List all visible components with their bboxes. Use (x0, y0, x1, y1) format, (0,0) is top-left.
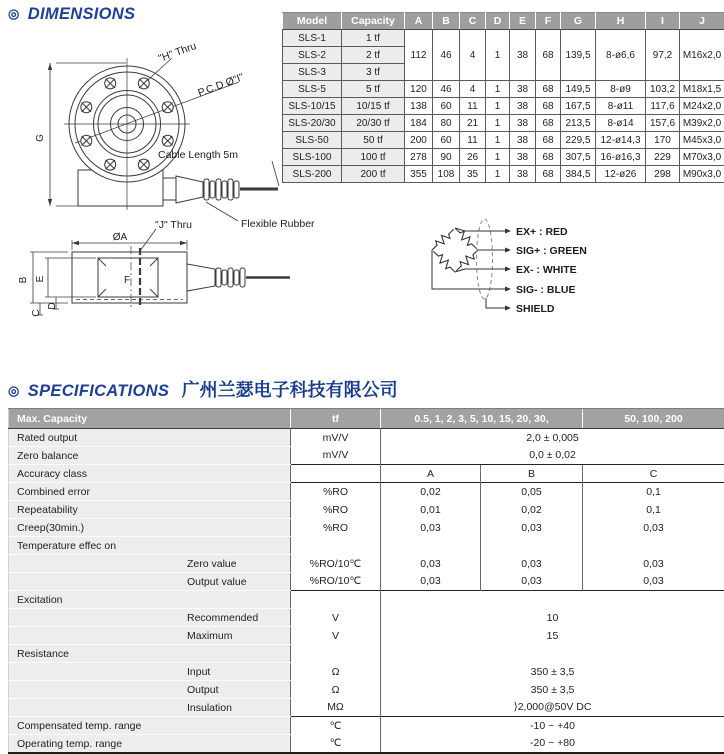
table-cell: 1 tf (342, 30, 405, 47)
table-row (9, 483, 724, 501)
table-cell: M45x3,0 (680, 132, 724, 149)
specifications-table (8, 408, 724, 754)
table-cell: V (291, 627, 381, 645)
table-cell: 0,03 (481, 555, 583, 573)
column-header: C (460, 13, 486, 30)
table-cell (481, 537, 583, 555)
header-row (283, 13, 724, 30)
table-cell: 4 (460, 81, 486, 98)
wire-label-ex-plus: EX+ : RED (516, 226, 568, 238)
table-cell: 50, 100, 200 (583, 409, 724, 429)
table-cell: 38 (510, 166, 536, 183)
table-cell: 1 (486, 132, 510, 149)
flexible-rubber-label: Flexible Rubber (241, 218, 315, 230)
section-view (30, 229, 290, 315)
flexible-rubber-boot-2 (216, 268, 245, 287)
table-cell: 139,5 (561, 30, 596, 81)
table-cell: 170 (646, 132, 680, 149)
table-cell: 68 (536, 149, 561, 166)
dim-a-label: ØA (112, 232, 128, 243)
table-row (9, 645, 724, 663)
table-cell: Operating temp. range (9, 735, 291, 754)
table-cell: 11 (460, 98, 486, 115)
table-cell: 229 (646, 149, 680, 166)
table-cell: 103,2 (646, 81, 680, 98)
table-cell: %RO (291, 483, 381, 501)
table-cell: 184 (405, 115, 433, 132)
table-cell: %RO (291, 519, 381, 537)
table-cell: 0.5, 1, 2, 3, 5, 10, 15, 20, 30, (381, 409, 583, 429)
table-row (9, 447, 724, 465)
table-cell: Zero value (9, 555, 291, 573)
table-row (9, 717, 724, 735)
table-cell: 68 (536, 115, 561, 132)
table-cell: 1 (486, 98, 510, 115)
table-cell: -10 ~ +40 (381, 717, 724, 735)
table-cell: 80 (433, 115, 460, 132)
table-cell: M18x1,5 (680, 81, 724, 98)
table-cell: 350 ± 3,5 (381, 681, 724, 699)
table-row (283, 81, 724, 98)
table-cell: M90x3,0 (680, 166, 724, 183)
table-cell: Recommended (9, 609, 291, 627)
table-cell: Output value (9, 573, 291, 591)
table-cell: 278 (405, 149, 433, 166)
table-row (9, 609, 724, 627)
dim-b-label: B (18, 276, 29, 284)
table-cell: 38 (510, 149, 536, 166)
table-cell: ℃ (291, 717, 381, 735)
table-row (9, 555, 724, 573)
section-bullet-icon: ◎ (8, 6, 20, 21)
table-row (9, 465, 724, 483)
table-row (283, 166, 724, 183)
table-cell: 0,02 (481, 501, 583, 519)
section-bullet-icon: ◎ (8, 383, 20, 398)
table-cell: 117,6 (646, 98, 680, 115)
table-row (9, 681, 724, 699)
table-row (283, 98, 724, 115)
table-cell: 21 (460, 115, 486, 132)
table-cell: 8-ø9 (596, 81, 646, 98)
table-cell: SLS-5 (283, 81, 342, 98)
table-cell: mV/V (291, 447, 381, 465)
table-cell: 60 (433, 132, 460, 149)
table-cell: M16x2,0 (680, 30, 724, 81)
table-cell: SLS-20/30 (283, 115, 342, 132)
table-cell: 1 (486, 166, 510, 183)
table-row (9, 429, 724, 447)
wiring-diagram (429, 219, 511, 311)
table-cell: 15 (381, 627, 724, 645)
table-cell: SLS-10/15 (283, 98, 342, 115)
table-cell: 0,05 (481, 483, 583, 501)
table-row (9, 663, 724, 681)
table-cell: M39x2,0 (680, 115, 724, 132)
table-cell: V (291, 609, 381, 627)
table-cell: 68 (536, 166, 561, 183)
table-cell: 35 (460, 166, 486, 183)
table-cell: 8-ø11 (596, 98, 646, 115)
table-cell: Ω (291, 663, 381, 681)
table-cell: Combined error (9, 483, 291, 501)
table-cell: 68 (536, 30, 561, 81)
table-cell: 0,03 (481, 519, 583, 537)
table-cell: M70x3,0 (680, 149, 724, 166)
dim-f-label: F (124, 275, 131, 286)
table-cell: 213,5 (561, 115, 596, 132)
table-cell: 384,5 (561, 166, 596, 183)
table-cell: 0,03 (381, 519, 481, 537)
table-cell: MΩ (291, 699, 381, 717)
table-cell: 112 (405, 30, 433, 81)
table-cell: Creep(30min.) (9, 519, 291, 537)
table-cell: Excitation (9, 591, 291, 609)
table-cell: 0,03 (583, 573, 724, 591)
table-cell: 0,03 (481, 573, 583, 591)
table-cell: 200 tf (342, 166, 405, 183)
table-cell: 1 (486, 115, 510, 132)
table-cell: SLS-2 (283, 47, 342, 64)
column-header: F (536, 13, 561, 30)
table-row (9, 735, 724, 754)
table-cell: Max. Capacity (9, 409, 291, 429)
table-cell: 1 (486, 81, 510, 98)
table-cell: 38 (510, 98, 536, 115)
table-cell: Resistance (9, 645, 291, 663)
column-header: J (680, 13, 724, 30)
column-header: G (561, 13, 596, 30)
table-cell: 60 (433, 98, 460, 115)
table-cell: 26 (460, 149, 486, 166)
column-header: D (486, 13, 510, 30)
column-header: H (596, 13, 646, 30)
table-cell: 97,2 (646, 30, 680, 81)
table-cell: 38 (510, 132, 536, 149)
table-cell: 12-ø14,3 (596, 132, 646, 149)
table-cell: 355 (405, 166, 433, 183)
table-cell: 1 (486, 149, 510, 166)
table-cell: 16-ø16,3 (596, 149, 646, 166)
table-cell: 100 tf (342, 149, 405, 166)
table-cell: 3 tf (342, 64, 405, 81)
table-cell: SLS-3 (283, 64, 342, 81)
table-cell: 12-ø26 (596, 166, 646, 183)
bridge-circuit (429, 225, 481, 275)
wire-label-sig-minus: SIG- : BLUE (516, 284, 576, 296)
table-cell (583, 537, 724, 555)
table-cell: 0,03 (381, 555, 481, 573)
table-cell: 307,5 (561, 149, 596, 166)
table-cell (291, 465, 381, 483)
column-header: I (646, 13, 680, 30)
table-cell: 0,02 (381, 483, 481, 501)
wire-arrows (505, 229, 511, 311)
table-row (283, 132, 724, 149)
table-cell: Insulation (9, 699, 291, 717)
table-row (9, 537, 724, 555)
table-cell: ℃ (291, 735, 381, 754)
wire-label-shield: SHIELD (516, 303, 555, 315)
flexible-rubber-leader (206, 202, 238, 221)
table-cell: B (481, 465, 583, 483)
table-row (283, 149, 724, 166)
table-cell: Temperature effec on (9, 537, 291, 555)
table-cell: 229,5 (561, 132, 596, 149)
table-cell: 149,5 (561, 81, 596, 98)
table-cell: Output (9, 681, 291, 699)
table-cell: 0,1 (583, 501, 724, 519)
table-row (283, 115, 724, 132)
table-cell: 38 (510, 115, 536, 132)
table-cell: 46 (433, 81, 460, 98)
dim-c-label: C (31, 309, 42, 317)
table-cell: %RO/10℃ (291, 573, 381, 591)
table-cell: Ω (291, 681, 381, 699)
table-cell: ⟩2,000@50V DC (381, 699, 724, 717)
column-header: B (433, 13, 460, 30)
table-cell: 350 ± 3,5 (381, 663, 724, 681)
table-cell: 46 (433, 30, 460, 81)
table-cell: Zero balance (9, 447, 291, 465)
table-cell (381, 645, 724, 663)
table-cell: 68 (536, 98, 561, 115)
table-row (9, 573, 724, 591)
table-cell: 0,0 ± 0,02 (381, 447, 724, 465)
table-cell: 38 (510, 81, 536, 98)
dimensions-title: DIMENSIONS (27, 5, 136, 23)
table-cell: 10/15 tf (342, 98, 405, 115)
table-cell: 120 (405, 81, 433, 98)
j-thru-leader (140, 229, 156, 251)
table-row (9, 591, 724, 609)
table-row (9, 519, 724, 537)
company-name: 广州兰瑟电子科技有限公司 (181, 380, 398, 400)
table-cell: 0,1 (583, 483, 724, 501)
table-cell: C (583, 465, 724, 483)
table-cell: 4 (460, 30, 486, 81)
table-row (9, 501, 724, 519)
column-header: Capacity (342, 13, 405, 30)
table-cell (291, 645, 381, 663)
table-cell: 298 (646, 166, 680, 183)
table-row (283, 30, 724, 47)
specifications-section-title (8, 376, 398, 402)
table-cell: 0,01 (381, 501, 481, 519)
table-cell: SLS-50 (283, 132, 342, 149)
table-cell: 68 (536, 81, 561, 98)
table-cell: Accuracy class (9, 465, 291, 483)
table-cell: 108 (433, 166, 460, 183)
table-cell (291, 537, 381, 555)
table-cell: 20/30 tf (342, 115, 405, 132)
table-cell (291, 591, 381, 609)
column-header: E (510, 13, 536, 30)
table-cell: 90 (433, 149, 460, 166)
dimensions-table (282, 12, 724, 183)
flexible-rubber-boot (204, 179, 239, 200)
wire-label-ex-minus: EX- : WHITE (516, 264, 577, 276)
j-thru-label: "J" Thru (155, 219, 193, 231)
table-cell: 0,03 (381, 573, 481, 591)
table-cell: %RO (291, 501, 381, 519)
table-cell: mV/V (291, 429, 381, 447)
dimensions-section-title (8, 5, 135, 24)
dim-g-label: G (35, 134, 46, 142)
dim-e-label: E (35, 275, 46, 283)
column-header: Model (283, 13, 342, 30)
cable-length-leader (272, 161, 279, 186)
table-cell (381, 591, 724, 609)
table-cell: 8-ø14 (596, 115, 646, 132)
table-cell: SLS-100 (283, 149, 342, 166)
table-cell: 2,0 ± 0,005 (381, 429, 724, 447)
table-cell: SLS-1 (283, 30, 342, 47)
table-cell: 1 (486, 30, 510, 81)
specifications-title: SPECIFICATIONS (27, 382, 170, 400)
table-cell: Repeatability (9, 501, 291, 519)
table-cell: 138 (405, 98, 433, 115)
table-cell: 68 (536, 132, 561, 149)
column-header: A (405, 13, 433, 30)
table-row (9, 699, 724, 717)
cable-length-label: Cable Length 5m (158, 149, 238, 161)
table-row (9, 409, 724, 429)
table-cell: Rated output (9, 429, 291, 447)
wire-label-sig-plus: SIG+ : GREEN (516, 245, 587, 257)
table-cell: Compensated temp. range (9, 717, 291, 735)
table-cell: 0,03 (583, 555, 724, 573)
pcd-label: P.C.D Ø"I" (196, 71, 246, 100)
table-cell: 38 (510, 30, 536, 81)
table-cell: 167,5 (561, 98, 596, 115)
table-cell: 50 tf (342, 132, 405, 149)
table-cell: 157,6 (646, 115, 680, 132)
table-cell: tf (291, 409, 381, 429)
table-cell: 10 (381, 609, 724, 627)
table-cell: A (381, 465, 481, 483)
table-cell: %RO/10℃ (291, 555, 381, 573)
table-cell: 11 (460, 132, 486, 149)
table-cell: SLS-200 (283, 166, 342, 183)
table-cell: -20 ~ +80 (381, 735, 724, 754)
h-thru-label: "H" Thru (156, 40, 199, 65)
table-cell: 5 tf (342, 81, 405, 98)
table-cell: 200 (405, 132, 433, 149)
table-cell: 8-ø6,6 (596, 30, 646, 81)
table-row (9, 627, 724, 645)
table-cell (381, 537, 481, 555)
table-cell: 0,03 (583, 519, 724, 537)
dim-d-label: D (47, 302, 58, 310)
table-cell: M24x2,0 (680, 98, 724, 115)
table-cell: Maximum (9, 627, 291, 645)
table-cell: 2 tf (342, 47, 405, 64)
table-cell: Input (9, 663, 291, 681)
